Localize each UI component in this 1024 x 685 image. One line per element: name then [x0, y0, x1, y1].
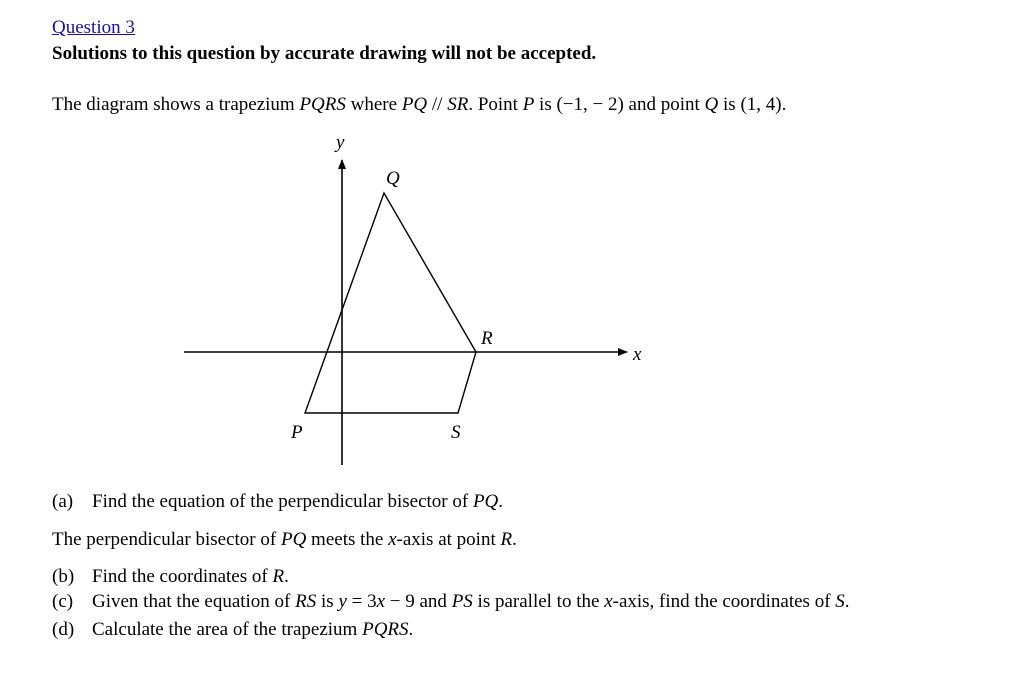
part-d-label: (d) [52, 619, 75, 640]
intro-text: is (−1, − 2) and point [534, 94, 705, 115]
statement-text: meets the [306, 529, 389, 550]
y-axis-label: y [336, 132, 345, 153]
vertex-r-label: R [481, 328, 493, 349]
statement-text: The perpendicular bisector of [52, 529, 281, 550]
equation-y: y [338, 591, 347, 612]
equation-text: − 9 [385, 591, 415, 612]
point-r-name: R [272, 566, 285, 587]
part-d [52, 618, 413, 642]
warning-text: Solutions to this question by accurate drawing will not be accepted. [52, 43, 597, 64]
intro-text: is (1, 4). [718, 94, 787, 115]
segment-sr: SR [447, 94, 469, 115]
intro-text: The diagram shows a trapezium [52, 94, 300, 115]
part-b-label: (b) [52, 566, 75, 587]
part-a-text: Find the equation of the perpendicular bisector of [92, 491, 473, 512]
equation-x: x [376, 591, 386, 612]
statement-text: . [512, 529, 517, 550]
x-variable: x [604, 591, 613, 612]
part-c [52, 590, 850, 614]
part-c-label: (c) [52, 591, 74, 612]
vertex-s-label: S [451, 422, 461, 443]
intro-text: . Point [468, 94, 523, 115]
trapezium-shape [305, 193, 476, 413]
part-a [52, 490, 503, 514]
part-b [52, 565, 289, 589]
trapezium-name: PQRS [299, 94, 346, 115]
part-c-text: . [844, 591, 850, 612]
part-c-text: -axis, find the coordinates of [612, 591, 836, 612]
segment-pq: PQ [401, 94, 428, 115]
vertex-p-label: P [291, 422, 303, 443]
part-c-text: is [316, 591, 339, 612]
segment-ps: PS [451, 591, 473, 612]
question-link[interactable]: Question 3 [52, 17, 135, 38]
vertex-q-label: Q [386, 168, 400, 189]
intro-text: where [345, 94, 402, 115]
part-c-text: and [414, 591, 452, 612]
part-b-text: . [284, 566, 289, 587]
x-axis-label: x [633, 344, 642, 365]
statement-text: -axis at point [396, 529, 501, 550]
equation-text: = 3 [346, 591, 377, 612]
point-q-name: Q [704, 94, 719, 115]
segment-pq: PQ [472, 491, 499, 512]
point-p-name: P [522, 94, 535, 115]
point-r-name: R [500, 529, 513, 550]
part-d-text: . [408, 619, 414, 640]
trapezium-name: PQRS [362, 619, 409, 640]
part-b-text: Find the coordinates of [92, 566, 273, 587]
part-a-text: . [498, 491, 504, 512]
parallel-symbol: // [427, 94, 448, 115]
part-c-text: Given that the equation of [92, 591, 296, 612]
segment-pq: PQ [280, 529, 307, 550]
part-c-text: is parallel to the [472, 591, 605, 612]
x-variable: x [388, 529, 397, 550]
bisector-statement [52, 528, 517, 552]
part-a-label: (a) [52, 491, 74, 512]
segment-rs: RS [295, 591, 317, 612]
point-s-name: S [835, 591, 845, 612]
part-d-text: Calculate the area of the trapezium [92, 619, 363, 640]
